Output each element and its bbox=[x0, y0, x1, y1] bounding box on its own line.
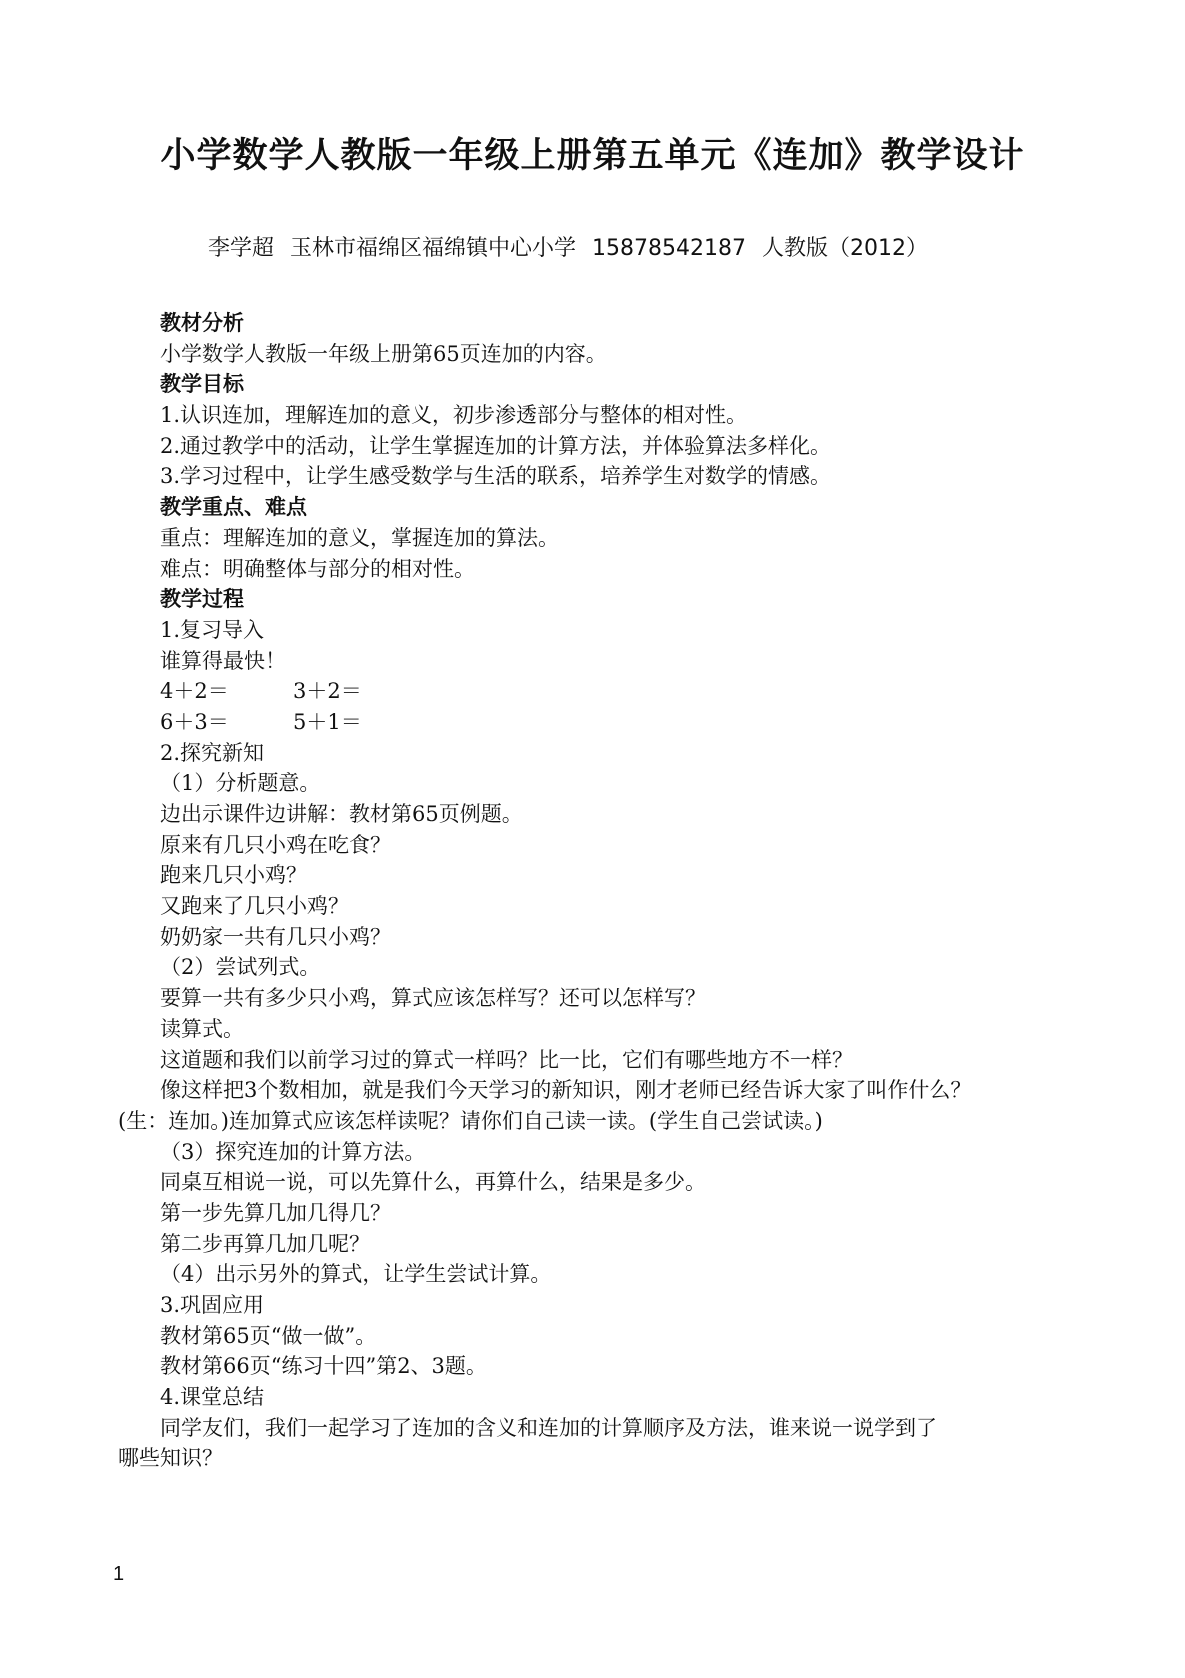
text-line: (生：连加。)连加算式应该怎样读呢？请你们自己读一读。(学生自己尝试读。) bbox=[118, 1108, 823, 1133]
text-line: 这道题和我们以前学习过的算式一样吗？比一比，它们有哪些地方不一样？ bbox=[160, 1047, 853, 1072]
goal-item: 1.认识连加，理解连加的意义，初步渗透部分与整体的相对性。 bbox=[160, 403, 748, 428]
author-name: 李学超 bbox=[208, 236, 275, 261]
text-line: 奶奶家一共有几只小鸡？ bbox=[160, 924, 391, 949]
step-review: 1.复习导入 bbox=[160, 617, 265, 642]
text-line: 第二步再算几加几呢？ bbox=[160, 1231, 370, 1256]
step-apply: 3.巩固应用 bbox=[160, 1293, 265, 1317]
sub-step: （1）分析题意。 bbox=[160, 771, 321, 796]
author-school: 玉林市福绵区福绵镇中心小学 bbox=[290, 236, 577, 261]
text-line: 同桌互相说一说，可以先算什么，再算什么，结果是多少。 bbox=[160, 1170, 706, 1195]
heading-analysis: 教材分析 bbox=[160, 311, 244, 335]
goal-item: 3.学习过程中，让学生感受数学与生活的联系，培养学生对数学的情感。 bbox=[160, 464, 832, 489]
text-line: 教材第66页“练习十四”第2、3题。 bbox=[160, 1354, 487, 1379]
text-line: 原来有几只小鸡在吃食？ bbox=[160, 832, 391, 857]
text-line: 教材第65页“做一做”。 bbox=[160, 1323, 377, 1348]
text-line: 像这样把3个数相加，就是我们今天学习的新知识，刚才老师已经告诉大家了叫作什么？ bbox=[160, 1078, 972, 1103]
quiz-line: 谁算得最快！ bbox=[160, 648, 286, 673]
text-line: 读算式。 bbox=[160, 1016, 244, 1041]
calc-item: 5＋1＝ bbox=[293, 709, 362, 734]
text-line: 跑来几只小鸡？ bbox=[160, 863, 307, 888]
text-line: 同学友们，我们一起学习了连加的含义和连加的计算顺序及方法，谁来说一说学到了 bbox=[160, 1415, 937, 1440]
author-line bbox=[208, 231, 944, 262]
analysis-text: 小学数学人教版一年级上册第65页连加的内容。 bbox=[160, 341, 607, 366]
text-line: 又跑来了几只小鸡？ bbox=[160, 894, 349, 919]
text-line: 第一步先算几加几得几？ bbox=[160, 1200, 391, 1225]
step-explore: 2.探究新知 bbox=[160, 740, 265, 765]
page-number: 1 bbox=[113, 1563, 125, 1585]
goal-item: 2.通过教学中的活动，让学生掌握连加的计算方法，并体验算法多样化。 bbox=[160, 433, 832, 458]
calc-row bbox=[160, 707, 1080, 738]
heading-goals: 教学目标 bbox=[160, 372, 244, 397]
calc-item: 3＋2＝ bbox=[293, 679, 362, 704]
sub-step: （4）出示另外的算式，让学生尝试计算。 bbox=[160, 1262, 552, 1287]
sub-step: （2）尝试列式。 bbox=[160, 955, 321, 980]
document-title: 小学数学人教版一年级上册第五单元《连加》教学设计 bbox=[160, 136, 1025, 176]
heading-process: 教学过程 bbox=[160, 587, 244, 612]
author-phone: 15878542187 bbox=[592, 236, 746, 261]
keypoint-item: 重点：理解连加的意义，掌握连加的算法。 bbox=[160, 525, 559, 550]
author-edition: 人教版（2012） bbox=[762, 236, 928, 261]
text-line: 要算一共有多少只小鸡，算式应该怎样写？还可以怎样写？ bbox=[160, 986, 706, 1011]
document-body bbox=[118, 308, 1080, 1474]
keypoint-item: 难点：明确整体与部分的相对性。 bbox=[160, 556, 475, 581]
text-line: 边出示课件边讲解：教材第65页例题。 bbox=[160, 802, 523, 826]
step-summary: 4.课堂总结 bbox=[160, 1385, 265, 1410]
heading-keypoints: 教学重点、难点 bbox=[160, 495, 307, 520]
calc-item: 6＋3＝ bbox=[160, 709, 229, 734]
calc-row bbox=[160, 676, 1080, 707]
text-line: 哪些知识？ bbox=[118, 1446, 223, 1471]
calc-item: 4＋2＝ bbox=[160, 679, 229, 704]
sub-step: （3）探究连加的计算方法。 bbox=[160, 1139, 426, 1164]
